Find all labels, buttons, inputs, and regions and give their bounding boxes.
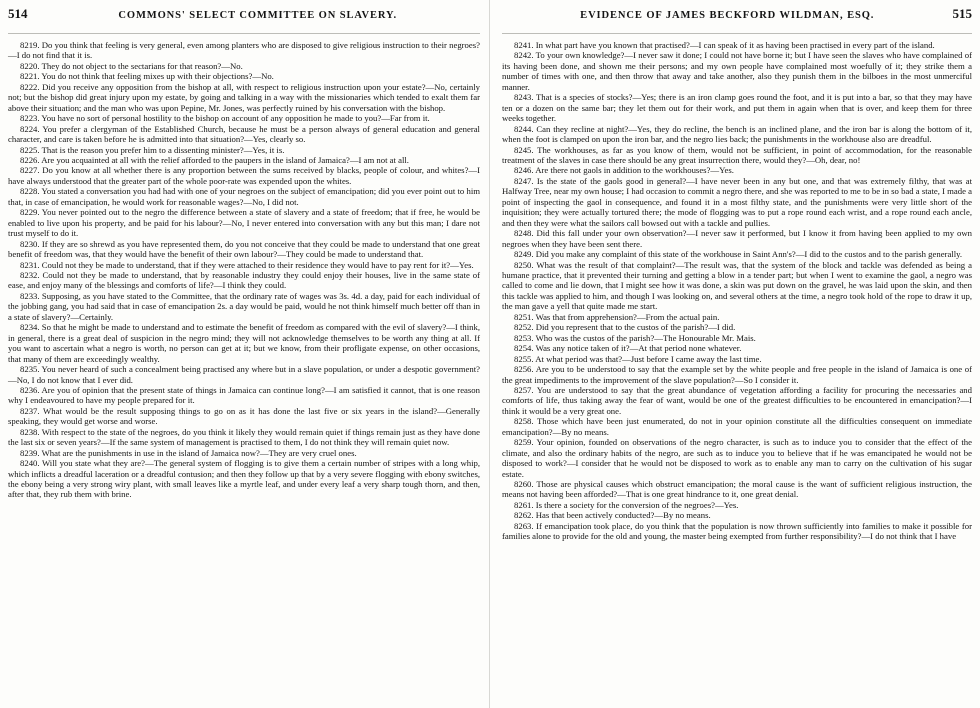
question-paragraph — [8, 364, 480, 385]
question-text: Could not they be made to understand, that by reasonable industry they could enjoy their houses, live in the same state of ease, and enjoy many of the blessings and comforts of life?—I think they could. — [8, 269, 481, 291]
question-number: 8245. — [514, 144, 534, 155]
question-number: 8241. — [514, 40, 534, 50]
question-number: 8237. — [20, 405, 40, 416]
question-paragraph — [502, 343, 972, 353]
question-text: Was that from apprehension?—From the actual pain. — [535, 311, 720, 322]
question-number: 8249. — [514, 249, 534, 260]
question-paragraph — [502, 228, 972, 249]
question-number: 8246. — [514, 165, 534, 176]
question-text: You never pointed out to the negro the difference between a state of slavery and a state of freedom; that if free, he would be enabled to live upon his property, and be paid for his labour?—No, I never entered into conversation with any but this man; I dare not trust myself to do it. — [8, 207, 480, 239]
question-number: 8256. — [514, 364, 534, 375]
right-page-header — [502, 6, 972, 34]
question-paragraph — [8, 207, 480, 238]
question-text: You stated a conversation you had had with one of your negroes on the subject of emancipation; did you ever point out to him that, in case of emancipation, he would work for reasonable wages?—No, I did not. — [8, 186, 480, 207]
question-text: If they are so shrewd as you have represented them, do you not conceive that they could be made to understand that one great benefit of freedom was, that they would have the benefit of their own labour?—They could be made to understand that. — [8, 238, 480, 260]
question-number: 8247. — [514, 175, 534, 186]
question-text: That is the reason you prefer him to a dissenting minister?—Yes, it is. — [41, 144, 285, 155]
left-running-title: COMMONS' SELECT COMMITTEE ON SLAVERY. — [118, 10, 398, 21]
question-text: You prefer a clergyman of the Established Church, because he must be a person always of general education and general character, and care is taken before he is admitted into that situation?—Yes, clearly so. — [8, 123, 480, 145]
right-running-title: EVIDENCE OF JAMES BECKFORD WILDMAN, ESQ. — [580, 10, 875, 21]
question-text: Who was the custos of the parish?—The Honourable Mr. Mais. — [535, 332, 756, 343]
question-text: You have no sort of personal hostility to the bishop on account of any opposition he made to you?—Far from it. — [41, 113, 430, 124]
question-number: 8254. — [514, 343, 534, 354]
question-number: 8244. — [514, 123, 534, 134]
question-number: 8258. — [514, 416, 534, 427]
question-number: 8226. — [20, 154, 40, 165]
question-number: 8231. — [20, 259, 40, 270]
question-paragraph — [8, 270, 480, 291]
question-text: You are understood to say that the great abundance of vegetation affording a facility for procuring the necessaries and comforts of life, thus taking away the fear of want, would be one of the greatest difficulties to be encountered in emancipation?—I think it would be a very great one. — [502, 384, 972, 416]
question-paragraph — [502, 510, 972, 520]
question-text: Was any notice taken of it?—At that period none whatever. — [535, 343, 742, 354]
question-text: You do not think that feeling mixes up with their objections?—No. — [41, 71, 274, 82]
question-paragraph — [8, 385, 480, 406]
question-text: So that he might be made to understand and to estimate the benefit of freedom as compared with the evil of slavery?—I think, in general, there is a great deal of suspicion in the negro mind; they will not acknowledge themselves to be worth any thing at all. If you want to ascertain what a negro is worth, no person can get at it; but we know, from their profligate expense, on other occasions, that many of them are exceedingly wealthy. — [8, 322, 481, 364]
question-paragraph — [8, 239, 480, 260]
question-number: 8220. — [20, 60, 40, 71]
question-text: Has that been actively conducted?—By no means. — [535, 510, 711, 521]
question-number: 8239. — [20, 447, 40, 458]
question-text: What are the punishments in use in the island of Jamaica now?—They are very cruel ones. — [41, 447, 357, 458]
question-text: Your opinion, founded on observations of the negro character, is such as to induce you to consider that the effect of the climate, and also the ordinary habits of the negro, are such as to induce you to believe that if he was emancipated he would not be disposed to work?—I consider that he would not be disposed to work as to enable any man to carry on the cultivation of his sugar estate. — [502, 437, 972, 479]
question-number: 8230. — [20, 238, 40, 249]
question-text: Supposing, as you have stated to the Committee, that the ordinary rate of wages was 3s. 4d. a day, paid for each individual of the jobbing gang, you had said that in case of emancipation 2s. a day would be paid, would he not think himself much better off than in a state of slavery?—Certainly. — [8, 290, 481, 322]
question-paragraph — [8, 427, 480, 448]
question-paragraph — [502, 333, 972, 343]
question-paragraph — [502, 176, 972, 228]
question-paragraph — [502, 249, 972, 259]
question-paragraph — [502, 165, 972, 175]
question-paragraph — [8, 448, 480, 458]
question-number: 8225. — [20, 144, 40, 155]
question-paragraph — [502, 437, 972, 479]
question-number: 8260. — [514, 479, 534, 490]
question-paragraph — [8, 458, 480, 500]
question-text: Can they recline at night?—Yes, they do recline, the bench is an inclined plane, and the iron bar is along the bottom of it, when the foot is clamped on upon the iron bar, and the negro lies back; the punishments in the workhouse also are dreadful. — [502, 123, 973, 145]
question-paragraph — [502, 521, 972, 542]
question-number: 8236. — [20, 384, 40, 395]
question-number: 8235. — [20, 364, 40, 375]
question-text: Could not they be made to understand, that if they were attached to their residence they would have to pay rent for it?—Yes. — [41, 259, 474, 270]
question-number: 8229. — [20, 207, 40, 218]
right-page — [490, 0, 980, 708]
question-text: Are there not gaols in addition to the workhouses?—Yes. — [535, 165, 734, 176]
question-number: 8222. — [20, 81, 40, 92]
question-paragraph — [8, 322, 480, 364]
question-paragraph — [8, 40, 480, 61]
left-page-number: 514 — [8, 6, 28, 21]
question-paragraph — [502, 500, 972, 510]
question-paragraph — [502, 364, 972, 385]
question-number: 8248. — [514, 228, 534, 239]
left-page-header — [8, 6, 480, 34]
question-paragraph — [8, 291, 480, 322]
question-text: In what part have you known that practised?—I can speak of it as having been practised in every part of the island. — [535, 40, 935, 50]
right-page-text — [502, 40, 972, 542]
question-paragraph — [8, 145, 480, 155]
question-text: What was the result of that complaint?—The result was, that the system of the block and tackle was defended as being a humane practice, that it prevented their turning and getting a blow in a tender part; but when I went to examine the gaol, a negro was called to come and lie down, that I might see how it was done, a skin was put down on the gravel, he was laid upon the skin, and then this tackle was applied to him, and though I was looking on, and several others at the time, a negro took hold of the rope to draw it up, the man gave a yell that quite made me start. — [502, 259, 973, 312]
question-text: What would be the result supposing things to go on as it has done the last five or six years in the island?—Generally speaking, they would get worse and worse. — [8, 405, 481, 427]
question-number: 8224. — [20, 123, 40, 134]
question-paragraph — [8, 186, 480, 207]
question-number: 8251. — [514, 311, 534, 322]
question-paragraph — [8, 260, 480, 270]
question-number: 8242. — [514, 50, 534, 61]
question-text: Do you think that feeling is very general, even among planters who are disposed to give religious instruction to their negroes?—I do not find that it is. — [8, 40, 480, 61]
question-paragraph — [8, 113, 480, 123]
question-number: 8240. — [20, 458, 40, 469]
question-text: Did you make any complaint of this state of the workhouse in Saint Ann's?—I did to the custos and to the parish generally. — [535, 249, 963, 260]
question-number: 8250. — [514, 259, 534, 270]
question-text: Those are physical causes which obstruct emancipation; the moral cause is the want of sufficient religious instruction, the means not having been afforded?—That is one great hindrance to it, one great denial. — [502, 479, 973, 500]
question-text: Those which have been just enumerated, do not in your opinion constitute all the difficulties consequent on immediate emancipation?—By no means. — [502, 416, 972, 437]
question-text: Is the state of the gaols good in general?—I have never been in any but one, and that was extremely filthy, that was at Halfway Tree, near my own house; I had occasion to commit a negro there, and she was reported to me to be in so bad a state, I made a point of inspecting the gaol in consequence, and found it in a most filthy state, and the punishments were very little short of the inquisition; they were actually tortured there; the mode of flogging was to put a rope round each wrist, and a rope round each ancle, and then they were what the sailors call bowsed out with a tackle and pullies. — [502, 175, 973, 228]
question-text: With respect to the state of the negroes, do you think it likely they would remain quiet if things remain just as they have done the last six or seven years?—If the same system of management is practised to them, I do not think they will remain quiet now. — [8, 426, 480, 448]
question-number: 8261. — [514, 499, 534, 510]
question-paragraph — [502, 354, 972, 364]
question-number: 8221. — [20, 71, 40, 82]
question-text: To your own knowledge?—I never saw it done; I could not have borne it; but I have seen the slaves who have complained of its having been done, and shown me their persons; and my own people have complained most woefully of it; they strike them a number of times with one, and then throw that away and take another, also they punish them in the bilboes in the most unmerciful manner. — [502, 50, 972, 92]
question-text: That is a species of stocks?—Yes; there is an iron clamp goes round the foot, and it is put into a bar, so that they may have ten or a dozen on the same bar; they let them out for their work, and put them in again when that is over, and keep them for three weeks together. — [502, 92, 972, 124]
question-paragraph — [502, 385, 972, 416]
question-paragraph — [502, 145, 972, 166]
question-text: If emancipation took place, do you think that the population is now thrown sufficiently into families to make it possible for families alone to provide for the old and young, the master being exempted from further responsibility?—I do not think that I have — [502, 520, 973, 542]
question-text: Did you receive any opposition from the bishop at all, with respect to religious instruction upon your estate?—No, certainly not; but the bishop did great injury upon my estate, by going and talking in a way with the missionaries which tended to exalt them far above their situation; and the man who was upon Pepine, Mr. Jones, was perfectly ruined by his conversation with the bishop. — [8, 81, 480, 113]
question-number: 8233. — [20, 290, 40, 301]
question-paragraph — [502, 124, 972, 145]
question-paragraph — [8, 71, 480, 81]
question-paragraph — [502, 92, 972, 123]
question-number: 8223. — [20, 113, 40, 124]
question-text: At what period was that?—Just before I came away the last time. — [535, 353, 762, 364]
question-number: 8259. — [514, 437, 534, 448]
question-number: 8219. — [20, 40, 40, 50]
question-paragraph — [502, 312, 972, 322]
question-text: Will you state what they are?—The general system of flogging is to give them a certain number of stripes with a long whip, which inflicts a dreadful laceration or a dreadful contusion; and then they follow up that by a very severe flogging with ebony switches, the ebony being a very strong wiry plant, with small leaves like a myrtle leaf, and under every leaf a very sharp tough thorn, and then, after that, they rub them with brine. — [8, 458, 480, 500]
right-page-number: 515 — [952, 6, 972, 21]
question-number: 8243. — [514, 92, 534, 103]
question-paragraph — [8, 406, 480, 427]
question-paragraph — [8, 124, 480, 145]
question-number: 8257. — [514, 384, 534, 395]
question-text: The workhouses, as far as you know of them, would not be sufficient, in point of accommodation, for the reasonable treatment of the slaves in case there should be any great insurrection there, would they?—Oh, dear, no! — [502, 144, 972, 165]
question-paragraph — [8, 82, 480, 113]
question-number: 8228. — [20, 186, 40, 197]
question-paragraph — [8, 165, 480, 186]
question-number: 8252. — [514, 322, 534, 333]
question-paragraph — [8, 155, 480, 165]
question-number: 8227. — [20, 165, 40, 176]
question-number: 8234. — [20, 322, 40, 333]
question-paragraph — [502, 416, 972, 437]
question-number: 8262. — [514, 510, 534, 521]
question-number: 8263. — [514, 520, 534, 531]
question-text: Did you represent that to the custos of the parish?—I did. — [535, 322, 736, 333]
question-text: Are you acquainted at all with the relief afforded to the paupers in the island of Jamaica?—I am not at all. — [41, 154, 409, 165]
question-number: 8255. — [514, 353, 534, 364]
question-paragraph — [8, 61, 480, 71]
question-paragraph — [502, 322, 972, 332]
question-paragraph — [502, 260, 972, 312]
question-text: Did this fall under your own observation?—I never saw it performed, but I know it from having been applied to my own negroes when they have been sent there. — [502, 228, 972, 249]
question-text: Is there a society for the conversion of the negroes?—Yes. — [535, 499, 739, 510]
question-text: Do you know at all whether there is any proportion between the sums received by blacks, people of colour, and whites?—I have always understood that the greater part of the whole poor-rate was expended upon the whites. — [8, 165, 481, 186]
question-text: Are you of opinion that the present state of things in Jamaica can continue long?—I am satisfied it cannot, that is one reason why I endeavoured to have my people prepared for it. — [8, 384, 480, 406]
question-number: 8232. — [20, 269, 40, 280]
question-paragraph — [502, 40, 972, 50]
question-number: 8253. — [514, 332, 534, 343]
left-page-text — [8, 40, 480, 500]
question-paragraph — [502, 50, 972, 92]
question-text: They do not object to the sectarians for that reason?—No. — [41, 60, 243, 71]
question-number: 8238. — [20, 426, 40, 437]
question-text: Are you to be understood to say that the example set by the white people and free people in the island of Jamaica is one of the great impediments to the improvement of the slave population?—So I consider it. — [502, 364, 972, 385]
question-paragraph — [502, 479, 972, 500]
question-text: You never heard of such a concealment being practised any where but in a slave population, or under a despotic government?—No, I do not know that I ever did. — [8, 364, 480, 385]
